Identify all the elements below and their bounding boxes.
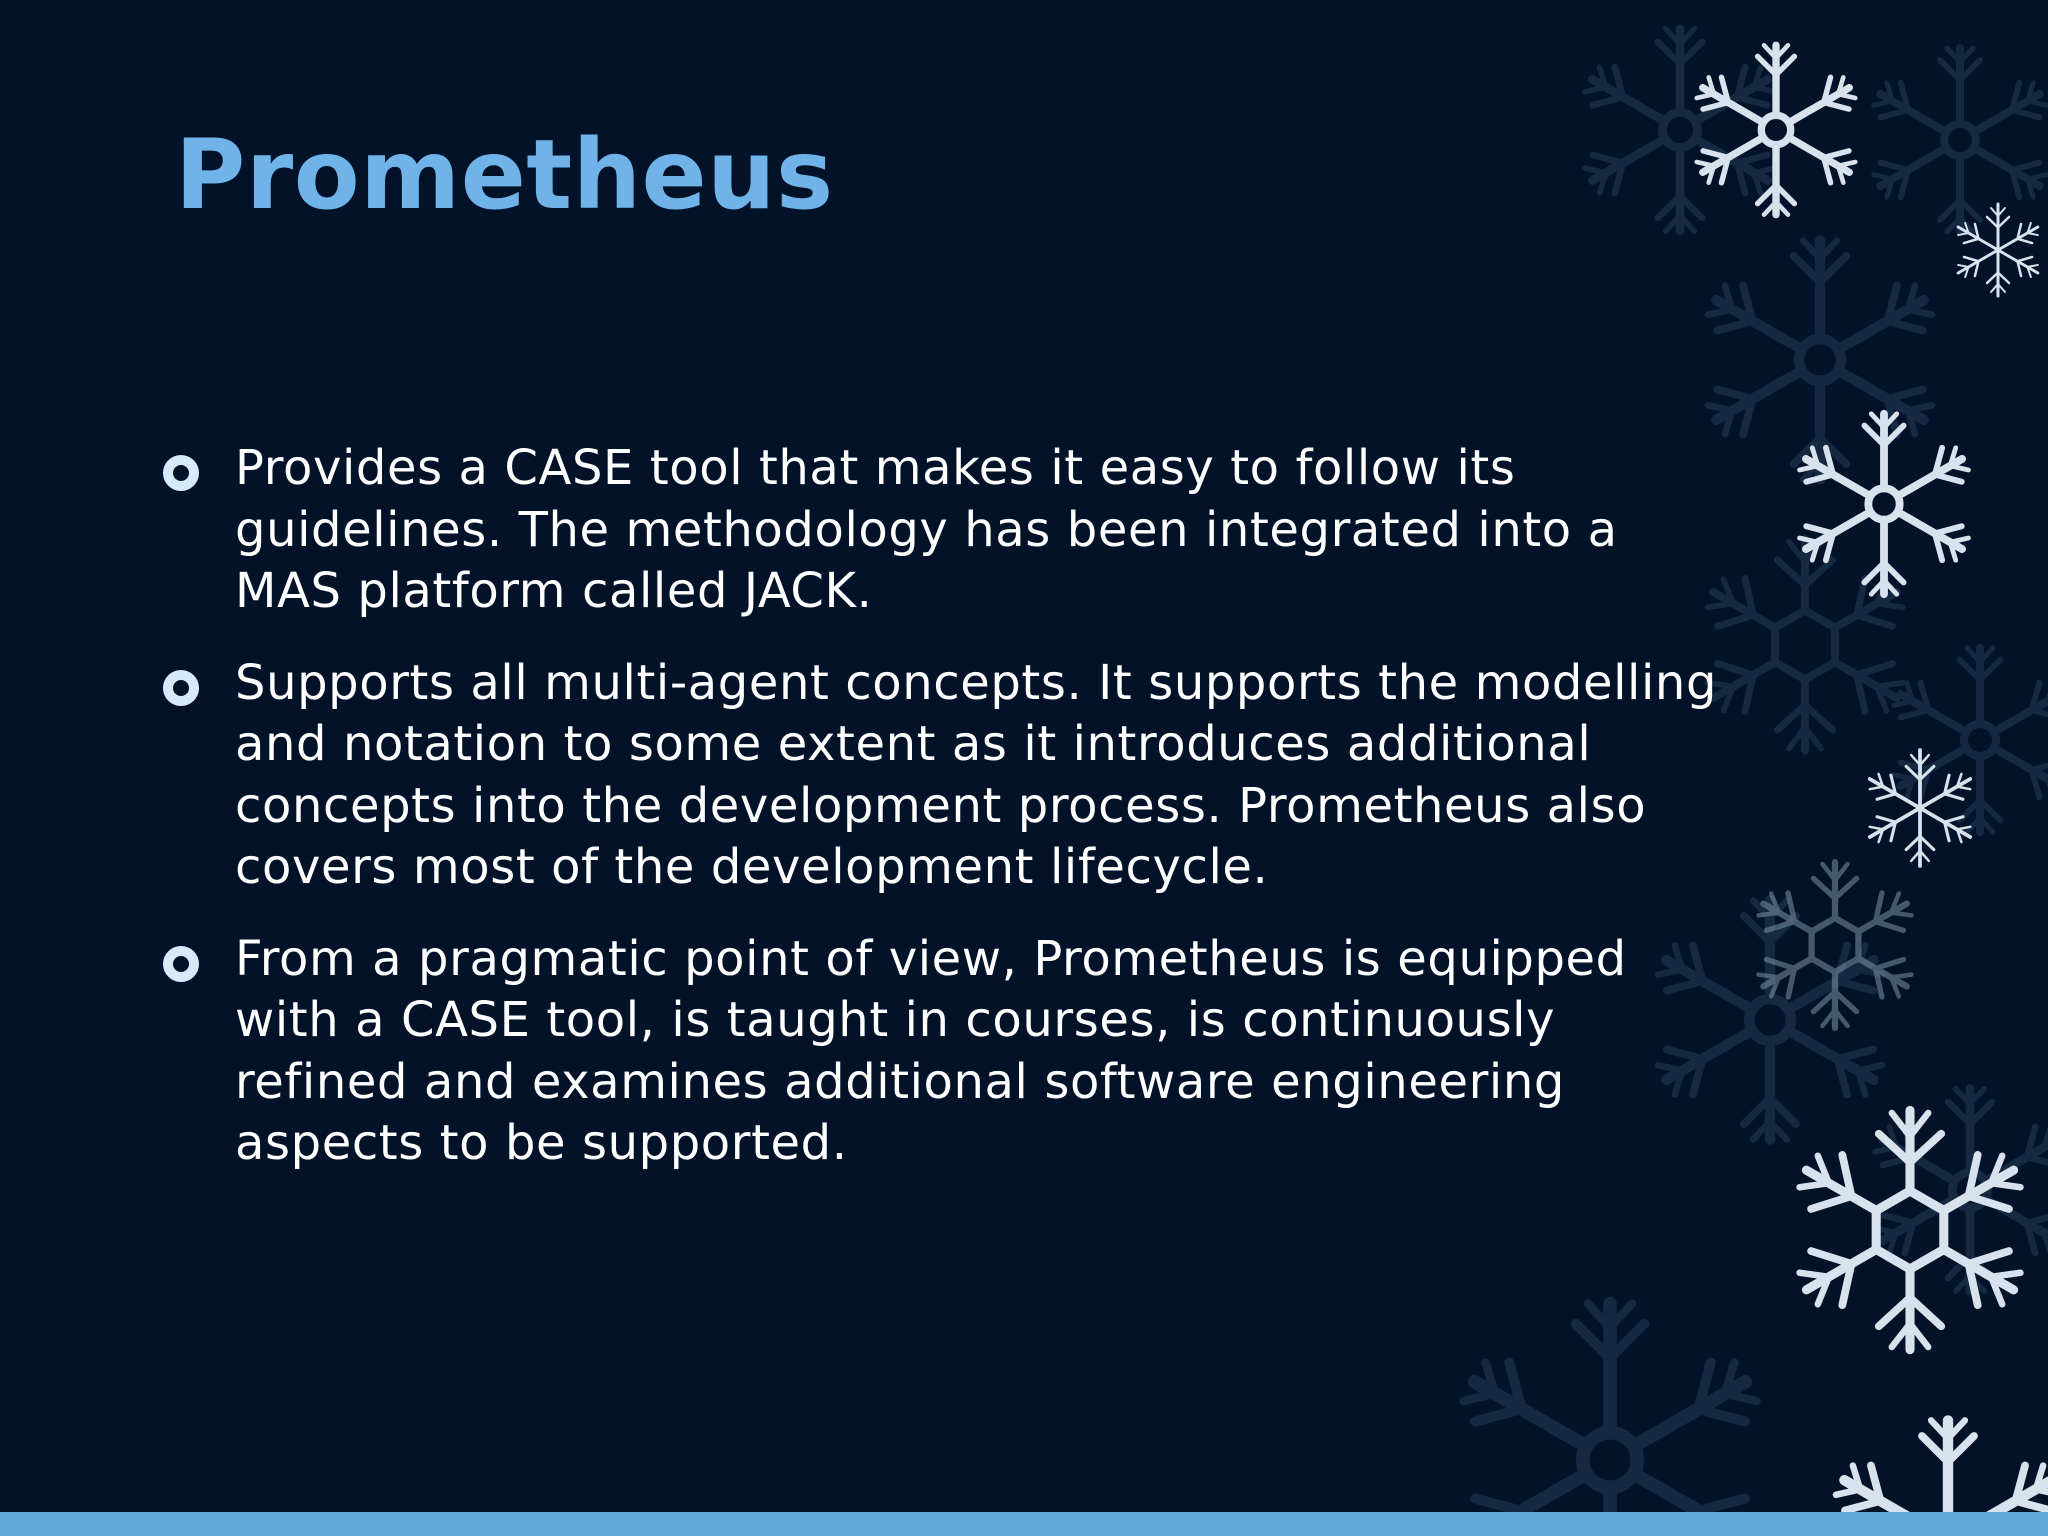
bullet-line: MAS platform called JACK. (235, 563, 873, 619)
bullet-ring-icon (163, 455, 199, 491)
bullet-list (160, 438, 1810, 1205)
bullet-line: Supports all multi-agent concepts. It supports the modelling (235, 654, 1718, 711)
bullet-item (160, 929, 1810, 1175)
bullet-line: covers most of the development lifecycle. (235, 839, 1269, 895)
slide-title: Prometheus (175, 119, 834, 231)
bullet-line: From a pragmatic point of view, Prometheus is equipped (235, 930, 1627, 987)
bullet-item (160, 438, 1810, 623)
bullet-item (160, 653, 1810, 899)
bullet-line: with a CASE tool, is taught in courses, is continuously (235, 992, 1556, 1048)
snowflake-icon (1870, 48, 2048, 232)
bottom-accent-bar (0, 1512, 2048, 1536)
bullet-ring-icon (163, 946, 199, 982)
bullet-line: aspects to be supported. (235, 1115, 848, 1171)
snowflake-icon (1863, 750, 1977, 866)
snowflake-icon (1693, 45, 1858, 214)
bullet-line: Provides a CASE tool that makes it easy to follow its (235, 440, 1516, 496)
bullet-line: refined and examines additional software engineering (235, 1053, 1565, 1110)
snowflake-icon (1458, 1304, 1763, 1536)
snowflake-icon (1581, 29, 1778, 231)
snowflake-icon (1953, 204, 2044, 296)
bullet-line: and notation to some extent as it introduces additional (235, 716, 1592, 772)
bullet-line: guidelines. The methodology has been integrated into a (235, 501, 1618, 558)
bullet-line: concepts into the development process. Prometheus also (235, 777, 1647, 834)
bullet-ring-icon (163, 670, 199, 706)
